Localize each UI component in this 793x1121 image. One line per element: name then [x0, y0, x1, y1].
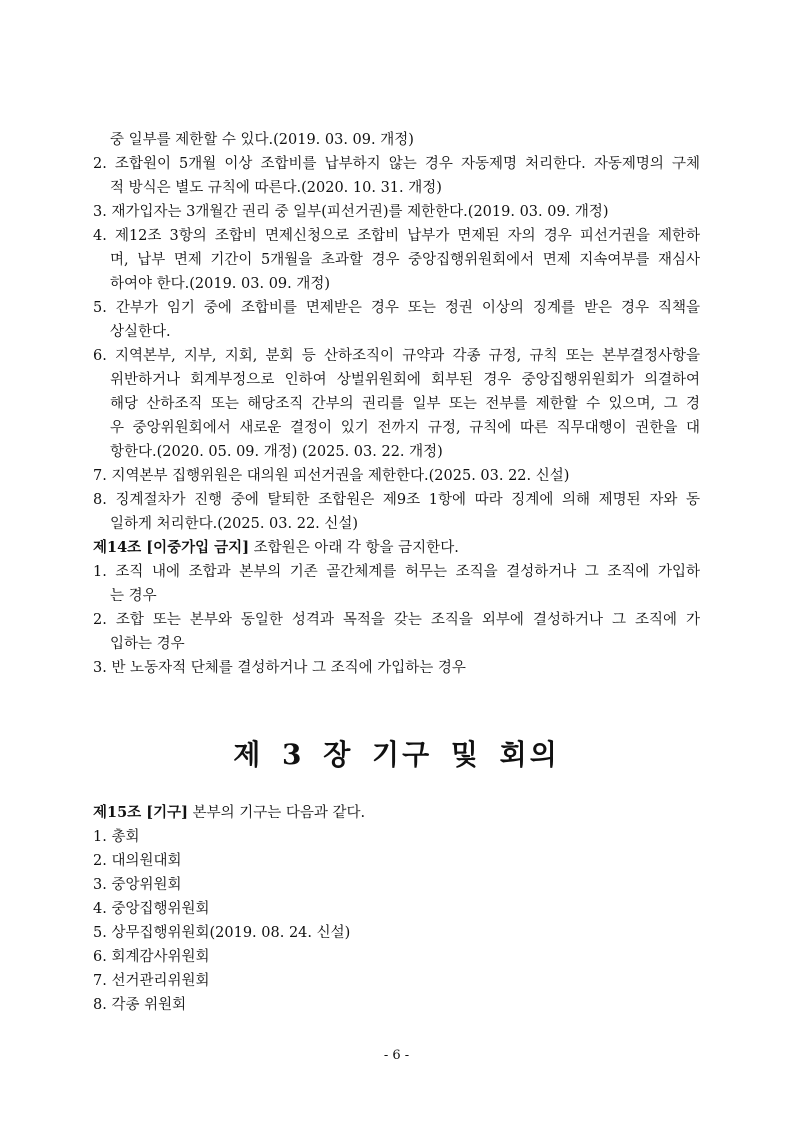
article13-item-2: 2. 조합원이 5개월 이상 조합비를 납부하지 않는 경우 자동제명 처리한다. 자동제명의 구체 — [93, 156, 700, 172]
article14-line: 입하는 경우 — [110, 636, 185, 652]
article15-item: 8. 각종 위원회 — [93, 997, 187, 1013]
page-number: - 6 - — [383, 1048, 410, 1063]
article13-line: 며, 납부 면제 기간이 5개월을 초과할 경우 중앙집행위원회에서 면제 지속여부를 재심사 — [110, 252, 700, 268]
article14-header — [93, 538, 700, 558]
article15-item: 6. 회계감사위원회 — [93, 949, 210, 965]
article14-item-1: 1. 조직 내에 조합과 본부의 기존 골간체계를 허무는 조직을 결성하거나 그 조직에 가입하 — [93, 564, 700, 580]
article15-item: 4. 중앙집행위원회 — [93, 901, 210, 917]
article13-line: 항한다.(2020. 05. 09. 개정) (2025. 03. 22. 개정) — [110, 444, 443, 460]
article15-item: 5. 상무집행위원회(2019. 08. 24. 신설) — [93, 925, 351, 941]
article13-line: 우 중앙위원회에서 새로운 결정이 있기 전까지 규정, 규칙에 따른 직무대행이 권한을 대 — [110, 420, 700, 436]
article13-line: 해당 산하조직 또는 해당조직 간부의 권리를 일부 또는 전부를 제한할 수 있으며, 그 경 — [110, 396, 700, 412]
article14-item-2: 2. 조합 또는 본부와 동일한 성격과 목적을 갖는 조직을 외부에 결성하거나 그 조직에 가 — [93, 612, 700, 628]
chapter-title: 제 3 장 기구 및 회의 — [233, 738, 560, 771]
article15-item: 2. 대의원대회 — [93, 853, 182, 869]
article15-item: 1. 총회 — [93, 829, 140, 845]
article13-item-7: 7. 지역본부 집행위원은 대의원 피선거권을 제한한다.(2025. 03. 22. 신설) — [93, 468, 570, 484]
article13-item-3: 3. 재가입자는 3개월간 권리 중 일부(피선거권)를 제한한다.(2019. 03. 09. 개정) — [93, 204, 609, 220]
article13-item-6: 6. 지역본부, 지부, 지회, 분회 등 산하조직이 규약과 각종 규정, 규칙 또는 본부결정사항을 — [93, 348, 700, 364]
article14-line: 는 경우 — [110, 588, 157, 604]
article14-intro: 조합원은 아래 각 항을 금지한다. — [249, 540, 459, 556]
article15-header — [93, 803, 700, 823]
article13-line: 적 방식은 별도 규칙에 따른다.(2020. 10. 31. 개정) — [110, 180, 442, 196]
article13-line: 중 일부를 제한할 수 있다.(2019. 03. 09. 개정) — [110, 132, 414, 148]
article15-intro: 본부의 기구는 다음과 같다. — [187, 805, 366, 821]
article15-heading: 제15조 [기구] — [93, 804, 188, 821]
article13-item-5: 5. 간부가 임기 중에 조합비를 면제받은 경우 또는 정권 이상의 징계를 받은 경우 직책을 — [93, 300, 700, 316]
article13-line: 위반하거나 회계부정으로 인하여 상벌위원회에 회부된 경우 중앙집행위원회가 의결하여 — [110, 372, 700, 388]
article13-line: 상실한다. — [110, 324, 171, 340]
article15-item: 3. 중앙위원회 — [93, 877, 182, 893]
article15-item: 7. 선거관리위원회 — [93, 973, 210, 989]
article14-heading: 제14조 [이중가입 금지] — [93, 539, 250, 556]
article13-item-8: 8. 징계절차가 진행 중에 탈퇴한 조합원은 제9조 1항에 따라 징계에 의해 제명된 자와 동 — [93, 492, 700, 508]
article14-item-3: 3. 반 노동자적 단체를 결성하거나 그 조직에 가입하는 경우 — [93, 660, 466, 676]
article13-item-4: 4. 제12조 3항의 조합비 면제신청으로 조합비 납부가 면제된 자의 경우 피선거권을 제한하 — [93, 228, 700, 244]
article13-line: 하여야 한다.(2019. 03. 09. 개정) — [110, 276, 331, 292]
article13-line: 일하게 처리한다.(2025. 03. 22. 신설) — [110, 516, 359, 532]
